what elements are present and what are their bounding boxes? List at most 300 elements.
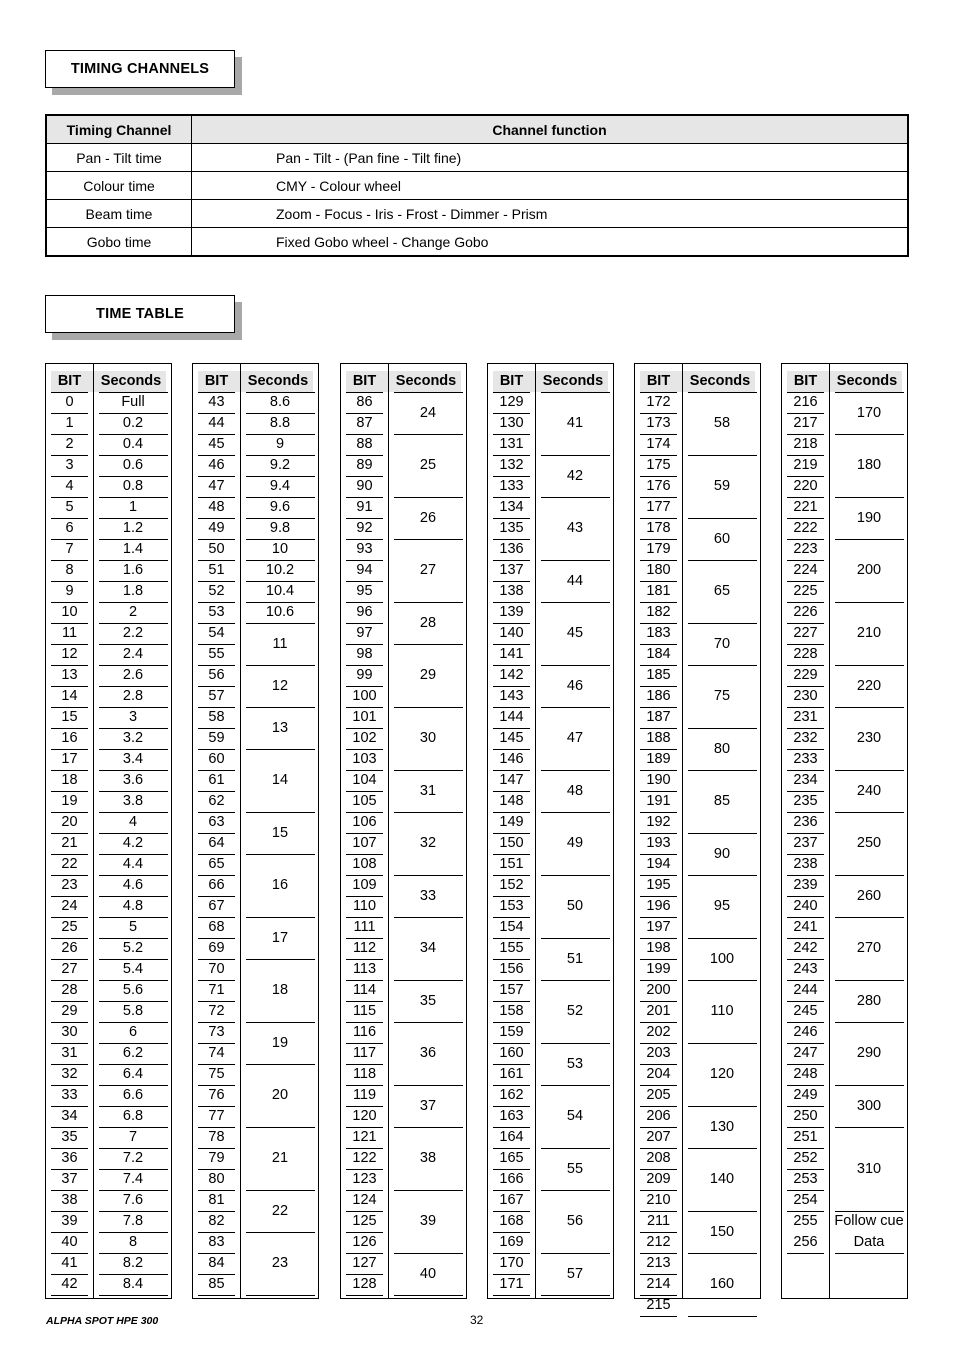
bit-cell: 174: [646, 436, 671, 452]
seconds-cell: 4: [128, 814, 138, 830]
bit-cell: 90: [356, 478, 373, 494]
table-header-row: [46, 115, 908, 144]
bit-cell: 16: [61, 730, 78, 746]
bit-cell: 65: [208, 856, 225, 872]
bit-cell: 72: [208, 1003, 225, 1019]
header-seconds: Seconds: [247, 373, 309, 389]
bit-cell: 74: [208, 1045, 225, 1061]
bit-cell: 70: [208, 961, 225, 977]
seconds-cell: 60: [713, 530, 731, 547]
bit-cell: 217: [793, 415, 818, 431]
bit-cell: 177: [646, 499, 671, 515]
bit-cell: 254: [793, 1192, 818, 1208]
seconds-cell: 8.2: [122, 1255, 144, 1271]
seconds-cell: 6.8: [122, 1108, 144, 1124]
bit-cell: 99: [356, 667, 373, 683]
bit-cell: 190: [646, 772, 671, 788]
bit-cell: 251: [793, 1129, 818, 1145]
seconds-cell: 1: [128, 499, 138, 515]
bit-cell: 200: [646, 982, 671, 998]
bit-cell: 158: [499, 1003, 524, 1019]
bit-cell: 139: [499, 604, 524, 620]
seconds-cell: 5.4: [122, 961, 144, 977]
bit-cell: 39: [61, 1213, 78, 1229]
bit-cell: 91: [356, 499, 373, 515]
bit-cell: 131: [499, 436, 524, 452]
bit-cell: 140: [499, 625, 524, 641]
bit-cell: 242: [793, 940, 818, 956]
bit-cell: 60: [208, 751, 225, 767]
channel-function-cell: Fixed Gobo wheel - Change Gobo: [192, 228, 909, 257]
footer-document-title: ALPHA SPOT HPE 300: [46, 1315, 159, 1327]
bit-cell: 53: [208, 604, 225, 620]
bit-cell: 179: [646, 541, 671, 557]
timing-channels-table: [45, 114, 909, 257]
bit-cell: 9: [65, 583, 74, 599]
seconds-cell: 1.8: [122, 583, 144, 599]
bit-cell: 232: [793, 730, 818, 746]
bit-cell: 84: [208, 1255, 225, 1271]
seconds-cell: 10.6: [265, 604, 295, 620]
seconds-cell: 52: [566, 1003, 584, 1019]
bit-cell: 234: [793, 772, 818, 788]
bit-cell: 249: [793, 1087, 818, 1103]
seconds-cell: 59: [713, 478, 731, 494]
header-seconds: Seconds: [689, 373, 751, 389]
bit-cell: 23: [61, 877, 78, 893]
time-table-column: [340, 363, 467, 1299]
bit-cell: 163: [499, 1108, 524, 1124]
seconds-cell: 9: [275, 436, 285, 452]
seconds-cell: 270: [856, 940, 882, 956]
header-bit: BIT: [57, 373, 82, 389]
bit-cell: 182: [646, 604, 671, 620]
bit-cell: 180: [646, 562, 671, 578]
bit-cell: 115: [352, 1003, 377, 1019]
row-rule: [493, 1295, 530, 1296]
bit-cell: 213: [646, 1255, 671, 1271]
seconds-cell: 57: [566, 1265, 584, 1282]
bit-cell: 14: [61, 688, 78, 704]
bit-cell: 228: [793, 646, 818, 662]
bit-cell: 209: [646, 1171, 671, 1187]
bit-cell: 82: [208, 1213, 225, 1229]
bit-cell: 175: [646, 457, 671, 473]
bit-cell: 11: [61, 625, 78, 641]
seconds-cell: 33: [419, 887, 437, 904]
bit-cell: 13: [61, 667, 78, 683]
header-bit: BIT: [204, 373, 229, 389]
bit-cell: 89: [356, 457, 373, 473]
bit-cell: 252: [793, 1150, 818, 1166]
seconds-cell: 95: [713, 898, 731, 914]
seconds-cell: 3.8: [122, 793, 144, 809]
bit-cell: 205: [646, 1087, 671, 1103]
seconds-cell: 54: [566, 1108, 584, 1124]
seconds-cell: 240: [856, 782, 882, 799]
bit-cell: 148: [499, 793, 524, 809]
bit-cell: 20: [61, 814, 78, 830]
bit-cell: 150: [499, 835, 524, 851]
seconds-cell: 0.4: [122, 436, 144, 452]
seconds-cell: 29: [419, 667, 437, 683]
seconds-cell: 140: [709, 1171, 735, 1187]
row-rule: [394, 1295, 463, 1296]
bit-cell: 77: [208, 1108, 225, 1124]
seconds-cell: 7.6: [122, 1192, 144, 1208]
bit-cell: 33: [61, 1087, 78, 1103]
bit-cell: 211: [646, 1213, 671, 1229]
seconds-cell: 90: [713, 845, 731, 862]
seconds-cell: 220: [856, 677, 882, 694]
seconds-cell: 4.4: [122, 856, 144, 872]
bit-cell: 2: [65, 436, 74, 452]
bit-cell: 81: [208, 1192, 225, 1208]
time-table-column: [487, 363, 614, 1299]
bit-cell: 17: [61, 751, 78, 767]
bit-cell: 43: [208, 394, 225, 410]
bit-cell: 165: [499, 1150, 524, 1166]
seconds-cell: 49: [566, 835, 584, 851]
row-rule: [198, 1295, 235, 1296]
seconds-cell: 160: [709, 1276, 735, 1292]
bit-cell: 229: [793, 667, 818, 683]
bit-cell: 146: [499, 751, 524, 767]
seconds-cell: 16: [271, 877, 289, 893]
seconds-cell: 18: [271, 982, 289, 998]
seconds-cell: 38: [419, 1150, 437, 1166]
row-rule: [246, 1295, 315, 1296]
row-rule: [787, 1253, 824, 1254]
bit-cell: 255: [793, 1213, 818, 1229]
seconds-cell: 0.8: [122, 478, 144, 494]
bit-cell: 51: [208, 562, 225, 578]
seconds-cell: 30: [419, 730, 437, 746]
bit-cell: 216: [793, 394, 818, 410]
section-title-timing-channels: TIMING CHANNELS: [45, 50, 235, 88]
seconds-cell: 8: [128, 1234, 138, 1250]
bit-cell: 8: [65, 562, 74, 578]
seconds-cell: 55: [566, 1160, 584, 1177]
seconds-cell: 6.6: [122, 1087, 144, 1103]
bit-cell: 54: [208, 625, 225, 641]
seconds-cell: 13: [271, 719, 289, 736]
bit-cell: 189: [646, 751, 671, 767]
seconds-cell: 110: [710, 1003, 734, 1019]
row-rule: [541, 1295, 610, 1296]
bit-cell: 203: [646, 1045, 671, 1061]
bit-cell: 245: [793, 1003, 818, 1019]
bit-cell: 173: [646, 415, 671, 431]
seconds-cell: 1.2: [122, 520, 144, 536]
bit-cell: 44: [208, 415, 225, 431]
time-table-column: [781, 363, 908, 1299]
bit-cell: 204: [646, 1066, 671, 1082]
bit-cell: 62: [208, 793, 225, 809]
bit-cell: 171: [499, 1276, 524, 1292]
header-channel-function: Channel function: [192, 115, 909, 144]
bit-cell: 5: [65, 499, 74, 515]
bit-cell: 219: [793, 457, 818, 473]
bit-cell: 129: [499, 394, 524, 410]
bit-cell: 138: [499, 583, 524, 599]
bit-cell: 58: [208, 709, 225, 725]
row-rule: [835, 1253, 904, 1254]
bit-cell: 63: [208, 814, 225, 830]
bit-cell: 137: [499, 562, 524, 578]
bit-cell: 186: [646, 688, 671, 704]
seconds-cell: 47: [566, 730, 584, 746]
seconds-cell: 31: [419, 782, 437, 799]
seconds-cell: 46: [566, 677, 584, 694]
bit-cell: 212: [646, 1234, 671, 1250]
bit-cell: 66: [208, 877, 225, 893]
seconds-cell: 3: [128, 709, 138, 725]
seconds-cell: 12: [271, 677, 289, 694]
header-bit: BIT: [793, 373, 818, 389]
seconds-cell: 7.8: [122, 1213, 144, 1229]
seconds-cell: 25: [419, 457, 437, 473]
bit-cell: 233: [793, 751, 818, 767]
bit-cell: 214: [646, 1276, 671, 1292]
bit-cell: 130: [499, 415, 524, 431]
bit-cell: 220: [793, 478, 818, 494]
bit-cell: 141: [499, 646, 524, 662]
seconds-cell: 23: [271, 1255, 289, 1271]
bit-cell: 107: [352, 835, 377, 851]
header-bit: BIT: [499, 373, 524, 389]
bit-cell: 167: [499, 1192, 524, 1208]
bit-cell: 120: [352, 1108, 377, 1124]
seconds-cell: 10.4: [265, 583, 295, 599]
bit-cell: 28: [61, 982, 78, 998]
bit-cell: 111: [353, 919, 376, 935]
seconds-cell: 170: [856, 404, 882, 421]
bit-cell: 64: [208, 835, 225, 851]
channel-function-cell: Pan - Tilt - (Pan fine - Tilt fine): [192, 144, 909, 172]
bit-cell: 208: [646, 1150, 671, 1166]
seconds-cell: 70: [713, 635, 731, 652]
bit-cell: 247: [793, 1045, 818, 1061]
bit-cell: 0: [65, 394, 74, 410]
bit-cell: 132: [499, 457, 524, 473]
bit-cell: 45: [208, 436, 225, 452]
seconds-cell: Full: [121, 394, 145, 410]
bit-cell: 40: [61, 1234, 78, 1250]
bit-cell: 246: [793, 1024, 818, 1040]
table-row: [46, 144, 908, 172]
bit-cell: 98: [356, 646, 373, 662]
bit-cell: 25: [61, 919, 78, 935]
bit-cell: 227: [793, 625, 818, 641]
seconds-cell: 8.8: [269, 415, 291, 431]
seconds-cell: 51: [566, 950, 584, 967]
bit-cell: 110: [352, 898, 377, 914]
seconds-cell: 190: [856, 509, 882, 526]
seconds-cell: 9.8: [269, 520, 291, 536]
seconds-cell: 21: [271, 1150, 289, 1166]
bit-cell: 55: [208, 646, 225, 662]
bit-cell: 88: [356, 436, 373, 452]
bit-cell: 47: [208, 478, 225, 494]
bit-cell: 38: [61, 1192, 78, 1208]
bit-cell: 199: [646, 961, 671, 977]
seconds-cell: 15: [271, 824, 289, 841]
seconds-cell: 32: [419, 835, 437, 851]
bit-cell: 192: [646, 814, 671, 830]
seconds-cell: 6.4: [122, 1066, 144, 1082]
seconds-cell: 28: [419, 614, 437, 631]
bit-cell: 127: [352, 1255, 377, 1271]
timing-channel-cell: Beam time: [46, 200, 192, 228]
bit-cell: 184: [646, 646, 671, 662]
bit-cell: 1: [65, 415, 74, 431]
seconds-cell: 48: [566, 782, 584, 799]
bit-cell: 225: [793, 583, 818, 599]
bit-cell: 224: [793, 562, 818, 578]
bit-cell: 85: [208, 1276, 225, 1292]
bit-cell: 248: [793, 1066, 818, 1082]
bit-cell: 244: [793, 982, 818, 998]
bit-cell: 32: [61, 1066, 78, 1082]
bit-cell: 156: [499, 961, 524, 977]
bit-cell: 134: [499, 499, 524, 515]
bit-cell: 164: [499, 1129, 524, 1145]
bit-cell: 133: [499, 478, 524, 494]
seconds-cell: 4.8: [122, 898, 144, 914]
seconds-cell: 45: [566, 625, 584, 641]
seconds-cell: 180: [856, 457, 882, 473]
bit-cell: 191: [646, 793, 671, 809]
timing-channel-cell: Pan - Tilt time: [46, 144, 192, 172]
bit-cell: 117: [352, 1045, 377, 1061]
bit-cell: 240: [793, 898, 818, 914]
seconds-cell: 200: [856, 562, 882, 578]
seconds-cell: 39: [419, 1213, 437, 1229]
seconds-cell: 260: [856, 887, 882, 904]
bit-cell: 122: [352, 1150, 377, 1166]
seconds-cell: 0.2: [122, 415, 144, 431]
seconds-cell: 2.8: [122, 688, 144, 704]
seconds-cell: 65: [713, 583, 731, 599]
seconds-cell: 53: [566, 1055, 584, 1072]
seconds-cell: 35: [419, 992, 437, 1009]
time-table-column: [634, 363, 761, 1313]
table-row: [46, 200, 908, 228]
bit-cell: 152: [499, 877, 524, 893]
bit-cell: 169: [499, 1234, 524, 1250]
seconds-cell: 8.6: [269, 394, 291, 410]
bit-cell: 102: [352, 730, 377, 746]
row-rule: [640, 1316, 677, 1317]
bit-cell: 119: [352, 1087, 377, 1103]
section-title-time-table: TIME TABLE: [45, 295, 235, 333]
bit-cell: 198: [646, 940, 671, 956]
bit-cell: 6: [65, 520, 74, 536]
seconds-cell: 43: [566, 520, 584, 536]
seconds-cell: 27: [419, 562, 437, 578]
bit-cell: 61: [208, 772, 225, 788]
bit-cell: 86: [356, 394, 373, 410]
bit-cell: 143: [499, 688, 524, 704]
bit-cell: 147: [499, 772, 524, 788]
bit-cell: 105: [352, 793, 377, 809]
seconds-cell: 42: [566, 467, 584, 484]
bit-cell: 194: [646, 856, 671, 872]
seconds-cell: 17: [271, 929, 289, 946]
bit-cell: 104: [352, 772, 377, 788]
bit-cell: 92: [356, 520, 373, 536]
seconds-cell: 50: [566, 898, 584, 914]
seconds-cell: 100: [709, 950, 735, 967]
bit-cell: 7: [65, 541, 74, 557]
bit-cell: 135: [499, 520, 524, 536]
bit-cell: 46: [208, 457, 225, 473]
bit-cell: 71: [208, 982, 225, 998]
header-seconds: Seconds: [100, 373, 162, 389]
bit-cell: 22: [61, 856, 78, 872]
bit-cell: 151: [499, 856, 524, 872]
seconds-cell: 250: [856, 835, 882, 851]
seconds-cell: 5.6: [122, 982, 144, 998]
bit-cell: 103: [352, 751, 377, 767]
channel-function-cell: CMY - Colour wheel: [192, 172, 909, 200]
bit-cell: 144: [499, 709, 524, 725]
bit-cell: 101: [352, 709, 377, 725]
bit-cell: 187: [646, 709, 671, 725]
bit-cell: 56: [208, 667, 225, 683]
seconds-cell: 22: [271, 1202, 289, 1219]
seconds-cell: 75: [713, 688, 731, 704]
bit-cell: 75: [208, 1066, 225, 1082]
seconds-cell: 40: [419, 1265, 437, 1282]
bit-cell: 48: [208, 499, 225, 515]
bit-cell: 108: [352, 856, 377, 872]
seconds-cell: 56: [566, 1213, 584, 1229]
bit-cell: 30: [61, 1024, 78, 1040]
bit-cell: 154: [499, 919, 524, 935]
bit-cell: 93: [356, 541, 373, 557]
bit-cell: 221: [793, 499, 818, 515]
bit-cell: 78: [208, 1129, 225, 1145]
bit-cell: 15: [61, 709, 78, 725]
bit-cell: 31: [61, 1045, 78, 1061]
seconds-cell: 34: [419, 940, 437, 956]
bit-cell: 126: [352, 1234, 377, 1250]
bit-cell: 188: [646, 730, 671, 746]
seconds-cell: 280: [856, 992, 882, 1009]
bit-cell: 106: [352, 814, 377, 830]
seconds-cell: 5: [128, 919, 138, 935]
bit-cell: 3: [65, 457, 74, 473]
header-seconds: Seconds: [395, 373, 457, 389]
bit-cell: 226: [793, 604, 818, 620]
seconds-cell: 7.2: [122, 1150, 144, 1166]
bit-cell: 18: [61, 772, 78, 788]
channel-function-cell: Zoom - Focus - Iris - Frost - Dimmer - Prism: [192, 200, 909, 228]
page-number: 32: [470, 1313, 484, 1327]
bit-cell: 97: [356, 625, 373, 641]
bit-cell: 128: [352, 1276, 377, 1292]
bit-cell: 29: [61, 1003, 78, 1019]
bit-cell: 136: [499, 541, 524, 557]
bit-cell: 161: [499, 1066, 524, 1082]
bit-cell: 123: [352, 1171, 377, 1187]
seconds-cell: 0.6: [122, 457, 144, 473]
seconds-cell: 7.4: [122, 1171, 144, 1187]
bit-cell: 27: [61, 961, 78, 977]
bit-cell: 95: [356, 583, 373, 599]
